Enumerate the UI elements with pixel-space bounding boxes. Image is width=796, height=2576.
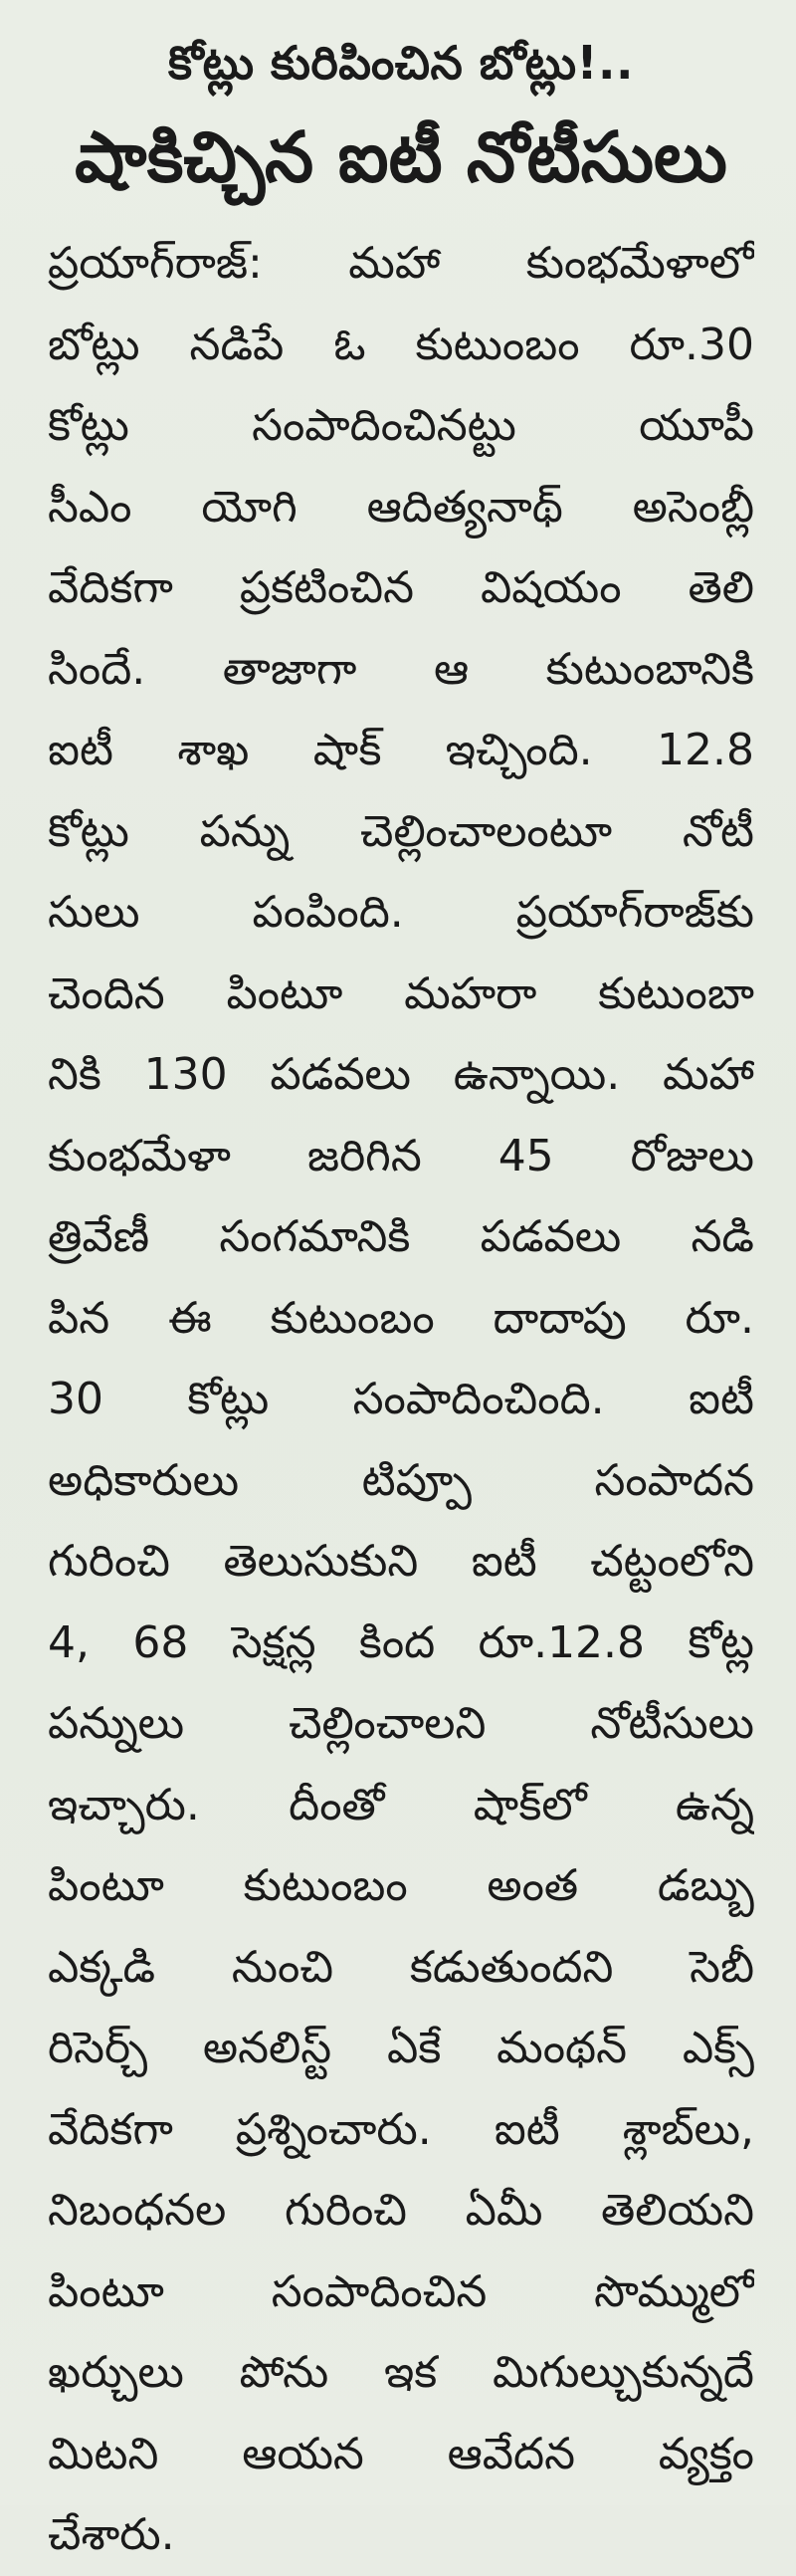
body-line: ఖర్చులు పోను ఇక మిగుల్చుకున్నదే [48, 2347, 754, 2398]
body-line: అధికారులు టిప్పూ సంపాదన [48, 1454, 754, 1506]
body-line: గురించి తెలుసుకుని ఐటీ చట్టంలోని [48, 1536, 754, 1587]
body-line: సీఎం యోగి ఆదిత్యనాథ్ అసెంబ్లీ [48, 481, 754, 533]
body-line: చేశారు. [48, 2509, 175, 2560]
body-line: త్రివేణీ సంగమానికి పడవలు నడి [48, 1211, 754, 1262]
body-line: మిటని ఆయన ఆవేదన వ్యక్తం [48, 2428, 754, 2479]
body-line: ప్రయాగ్‌రాజ్: మహా కుంభమేళాలో [48, 238, 754, 289]
body-line: నిబంధనల గురించి ఏమీ తెలియని [48, 2185, 754, 2236]
article-kicker: కోట్లు కురిపించిన బోట్లు!.. [168, 36, 634, 90]
body-line: సులు పంపింది. ప్రయాగ్‌రాజ్‌కు [48, 887, 754, 938]
body-line: వేదికగా ప్రశ్నించారు. ఐటీ శ్లాబ్‌లు, [48, 2103, 754, 2155]
body-line: సిందే. తాజాగా ఆ కుటుంబానికి [48, 643, 754, 695]
body-line: 30 కోట్లు సంపాదించింది. ఐటీ [48, 1374, 754, 1424]
article-body [48, 223, 754, 2576]
body-line: 4, 68 సెక్షన్ల కింద రూ.12.8 కోట్ల [48, 1616, 754, 1668]
body-line: పిన ఈ కుటుంబం దాదాపు రూ. [48, 1292, 754, 1344]
body-line: ఇచ్చారు. దీంతో షాక్‌లో ఉన్న [48, 1779, 754, 1830]
article-headline: షాకిచ్చిన ఐటీ నోటీసులు [75, 116, 727, 198]
body-line: పన్నులు చెల్లించాలని నోటీసులు [48, 1698, 754, 1749]
body-line: ఎక్కడి నుంచి కడుతుందని సెబీ [48, 1941, 754, 1993]
body-line: ఐటీ శాఖ షాక్ ఇచ్చింది. 12.8 [48, 725, 754, 775]
body-line: చెందిన పింటూ మహరా కుటుంబా [48, 967, 754, 1019]
body-line: వేదికగా ప్రకటించిన విషయం తెలి [48, 562, 754, 613]
body-line: కుంభమేళా జరిగిన 45 రోజులు [48, 1130, 754, 1181]
body-line: రిసెర్చ్ అనలిస్ట్ ఏకే మంథన్ ఎక్స్ [48, 2023, 754, 2073]
body-line: కోట్లు సంపాదించినట్టు యూపీ [48, 400, 754, 451]
body-line: పింటూ కుటుంబం అంత డబ్బు [48, 1860, 754, 1911]
body-line: కోట్లు పన్ను చెల్లించాలంటూ నోటీ [48, 805, 754, 857]
body-line: నికి 130 పడవలు ఉన్నాయి. మహా [48, 1049, 754, 1100]
body-line: పింటూ సంపాదించిన సొమ్ములో [48, 2265, 754, 2317]
body-line: బోట్లు నడిపే ఓ కుటుంబం రూ.30 [48, 319, 754, 370]
